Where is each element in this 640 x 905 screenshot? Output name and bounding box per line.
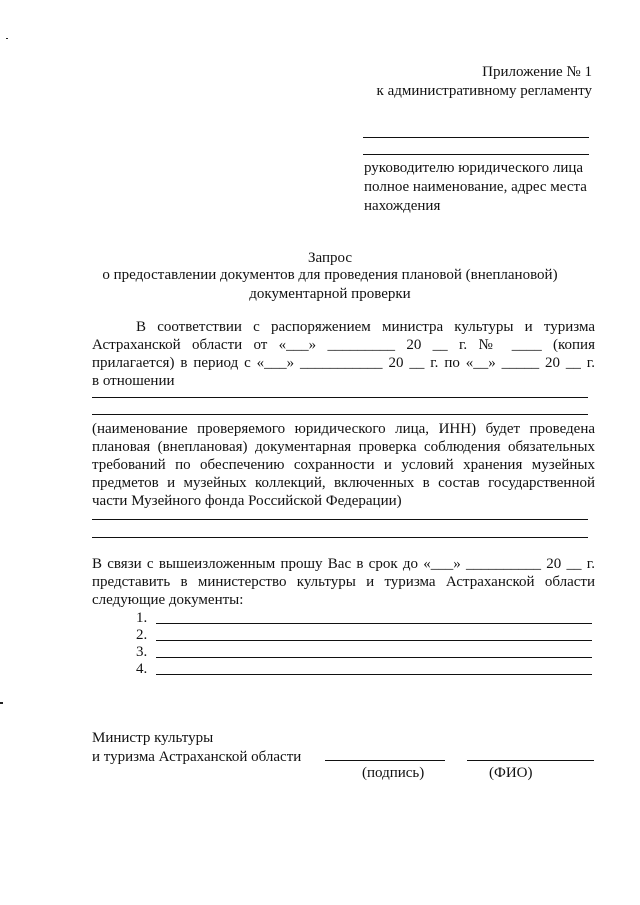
paragraph-inspection <box>92 420 595 510</box>
paragraph-line: следующие документы: <box>92 592 244 608</box>
appendix-subtitle: к административному регламенту <box>376 83 592 99</box>
signatory-line: и туризма Астраханской области <box>92 749 302 765</box>
request-subtitle: о предоставлении документов для проведения плановой (внеплановой) <box>102 267 558 283</box>
paragraph-line: в отношении <box>92 373 175 389</box>
name-caption: (ФИО) <box>489 765 533 781</box>
signature-caption: (подпись) <box>362 765 425 781</box>
blank-line <box>92 414 588 415</box>
paragraph-line: (наименование проверяемого юридического лица, ИНН) будет проведена <box>92 421 595 437</box>
paragraph-request <box>92 555 595 609</box>
list-item-number: 1. <box>136 610 148 626</box>
name-line <box>467 760 594 761</box>
list-item-number: 2. <box>136 627 148 643</box>
addressee-line: руководителю юридического лица <box>364 160 584 176</box>
blank-line <box>92 519 588 520</box>
signature-line <box>325 760 445 761</box>
addressee-blank-line <box>363 154 589 155</box>
paragraph-line: Астраханской области от «___» _________ 20 __ г. № ____ (копия <box>92 337 595 353</box>
list-item-line <box>156 657 592 658</box>
paragraph-line: плановая (внеплановая) документарная проверка соблюдения обязательных <box>92 439 595 455</box>
addressee-block <box>364 159 604 216</box>
list-item-line <box>156 623 592 624</box>
list-item-number: 3. <box>136 644 148 660</box>
paragraph-line: представить в министерство культуры и туризма Астраханской области <box>92 574 595 590</box>
addressee-line: полное наименование, адрес места <box>364 179 587 195</box>
signatory-line: Министр культуры <box>92 730 214 746</box>
list-item-line <box>156 640 592 641</box>
paragraph-line: части Музейного фонда Российской Федерации) <box>92 493 402 509</box>
request-subtitle: документарной проверки <box>249 286 411 302</box>
paragraph-line: прилагается) в период с «___» ___________ 20 __ г. по «__» _____ 20 __ г. <box>92 355 595 371</box>
list-item-line <box>156 674 592 675</box>
paragraph-line: В связи с вышеизложенным прошу Вас в срок до «___» __________ 20 __ г. <box>92 556 595 572</box>
scan-mark <box>6 38 8 39</box>
paragraph-line: требований по обеспечению сохранности и условий хранения музейных <box>92 457 595 473</box>
blank-line <box>92 397 588 398</box>
request-title: Запрос <box>307 250 353 266</box>
paragraph-order <box>92 318 595 390</box>
addressee-line: нахождения <box>364 198 441 214</box>
list-item-number: 4. <box>136 661 148 677</box>
addressee-blank-line <box>363 137 589 138</box>
paragraph-line: предметов и музейных коллекций, включенных в состав государственной <box>92 475 595 491</box>
signatory-position <box>92 729 301 767</box>
blank-line <box>92 537 588 538</box>
appendix-title: Приложение № 1 <box>482 64 592 80</box>
scan-mark <box>0 702 3 704</box>
paragraph-line: В соответствии с распоряжением министра культуры и туризма <box>136 319 595 335</box>
